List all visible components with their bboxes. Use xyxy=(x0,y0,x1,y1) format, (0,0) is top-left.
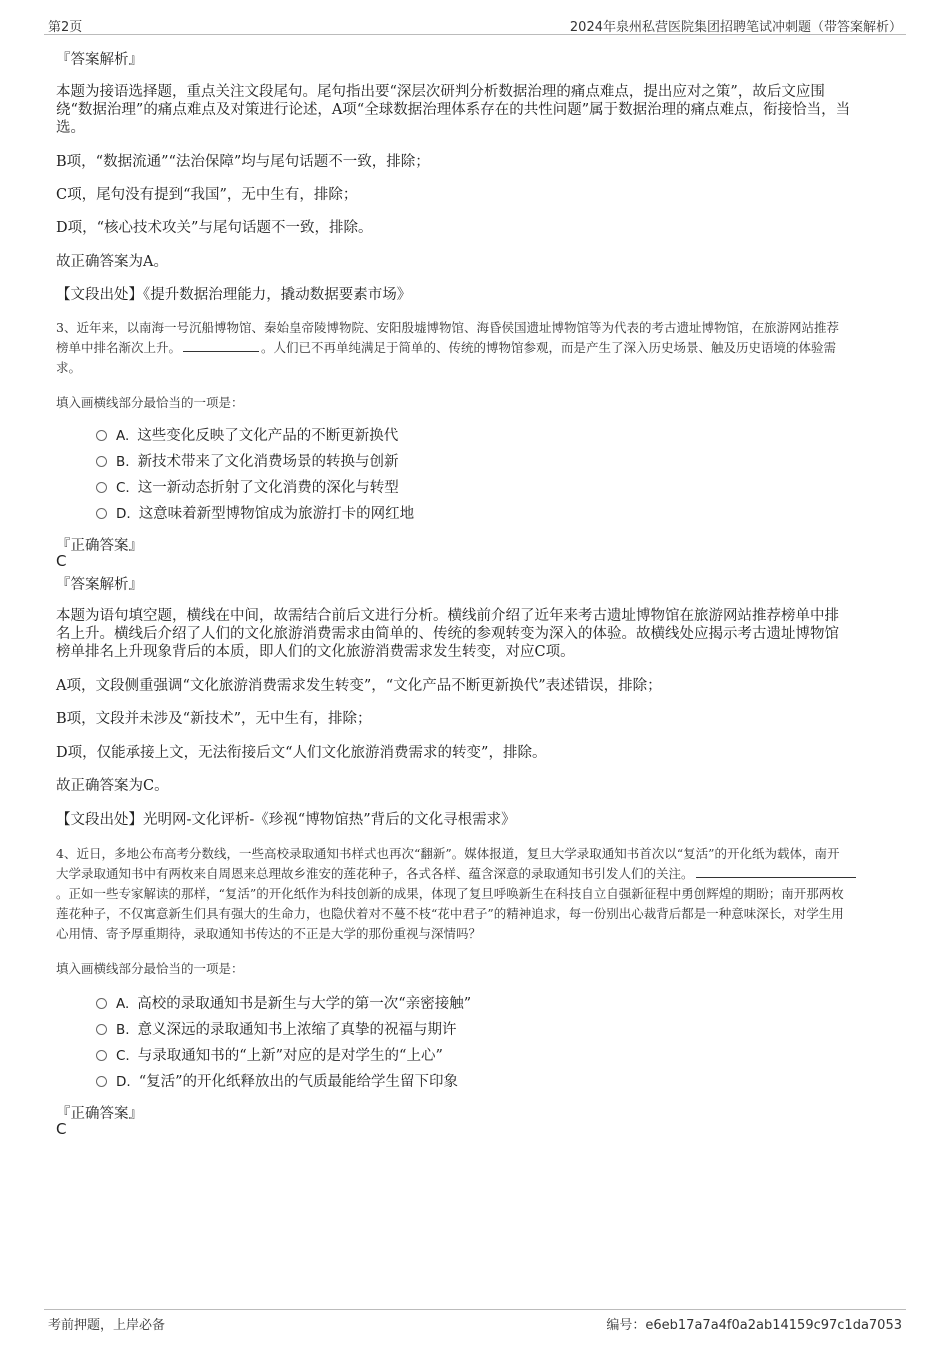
radio-icon[interactable] xyxy=(96,998,107,1009)
correct-answer-label: 『正确答案』 xyxy=(56,538,143,554)
analysis-line: 绕“数据治理”的痛点难点及对策进行论述，A项“全球数据治理体系存在的共性问题”属于数据治理的痛点难点，衔接恰当，当 xyxy=(56,102,851,118)
option-a[interactable]: A. 高校的录取通知书是新生与大学的第一次“亲密接触” xyxy=(96,995,471,1013)
radio-icon[interactable] xyxy=(96,1076,107,1087)
analysis-line: 榜单排名上升现象背后的本质，即人们的文化旅游消费需求发生转变，对应C项。 xyxy=(56,644,575,660)
option-d-note: D项，仅能承接上文，无法衔接后文“人们文化旅游消费需求的转变”，排除。 xyxy=(56,745,547,761)
option-c[interactable]: C. 这一新动态折射了文化消费的深化与转型 xyxy=(96,479,399,497)
question-4-text: 莲花种子，不仅寓意新生们具有强大的生命力，也隐伏着对不蔓不枝“花中君子”的精神追求，每一份别出心裁背后都是一种意味深长，对学生用 xyxy=(56,906,844,921)
question-3-prompt: 填入画横线部分最恰当的一项是： xyxy=(56,395,244,410)
analysis-line: 本题为接语选择题，重点关注文段尾句。尾句指出要“深层次研判分析数据治理的痛点难点，提出应对之策”，故后文应围 xyxy=(56,84,825,100)
option-b[interactable]: B. 意义深远的录取通知书上浓缩了真挚的祝福与期许 xyxy=(96,1021,457,1039)
conclusion: 故正确答案为C。 xyxy=(56,778,169,794)
option-a-note: A项，文段侧重强调“文化旅游消费需求发生转变”，“文化产品不断更新换代”表述错误，排除； xyxy=(56,678,662,694)
question-3-text: 求。 xyxy=(56,360,82,375)
correct-answer: C xyxy=(56,552,67,570)
option-c-note: C项，尾句没有提到“我国”，无中生有，排除； xyxy=(56,187,358,203)
radio-icon[interactable] xyxy=(96,482,107,493)
footer-slogan: 考前押题，上岸必备 xyxy=(48,1318,166,1333)
question-4-prompt: 填入画横线部分最恰当的一项是： xyxy=(56,961,244,976)
source-citation: 【文段出处】《提升数据治理能力，撬动数据要素市场》 xyxy=(56,287,412,303)
analysis-label: 『答案解析』 xyxy=(56,52,143,68)
option-b-note: B项，“数据流通”“法治保障”均与尾句话题不一致，排除； xyxy=(56,154,430,170)
question-4-text: 4、近日，多地公布高考分数线，一些高校录取通知书样式也再次“翻新”。媒体报道，复旦大学录取通知书首次以“复活”的开化纸为载体，南开 xyxy=(56,846,840,861)
document-title: 2024年泉州私营医院集团招聘笔试冲刺题（带答案解析） xyxy=(569,20,902,35)
page-header xyxy=(44,14,906,35)
radio-icon[interactable] xyxy=(96,430,107,441)
correct-answer: C xyxy=(56,1120,67,1138)
option-d-note: D项，“核心技术攻关”与尾句话题不一致，排除。 xyxy=(56,220,373,236)
question-4-text: 大学录取通知书中有两枚来自周恩来总理故乡淮安的莲花种子，各式各样、蕴含深意的录取通知书引发人们的关注。 xyxy=(56,864,894,883)
page-number: 第2页 xyxy=(48,20,83,35)
analysis-line: 名上升。横线后介绍了人们的文化旅游消费需求由简单的、传统的参观转变为深入的体验。故横线处应揭示考古遗址博物馆 xyxy=(56,626,839,642)
question-3-text: 榜单中排名渐次上升。 。人们已不再单纯满足于简单的、传统的博物馆参观，而是产生了深入历史场景、触及历史语境的体验需 xyxy=(56,340,837,355)
analysis-label: 『答案解析』 xyxy=(56,577,143,593)
option-b-note: B项，文段并未涉及“新技术”，无中生有，排除； xyxy=(56,711,372,727)
option-d[interactable]: D. “复活”的开化纸释放出的气质最能给学生留下印象 xyxy=(96,1073,458,1091)
question-4-text: 。正如一些专家解读的那样，“复活”的开化纸作为科技创新的成果，体现了复旦呼唤新生在科技自立自强新征程中勇创辉煌的期盼；南开那两枚 xyxy=(56,886,844,901)
option-c[interactable]: C. 与录取通知书的“上新”对应的是对学生的“上心” xyxy=(96,1047,443,1065)
radio-icon[interactable] xyxy=(96,1050,107,1061)
radio-icon[interactable] xyxy=(96,456,107,467)
source-citation: 【文段出处】光明网-文化评析-《珍视“博物馆热”背后的文化寻根需求》 xyxy=(56,812,516,828)
option-d[interactable]: D. 这意味着新型博物馆成为旅游打卡的网红地 xyxy=(96,505,414,523)
question-4-text: 心用情、寄予厚重期待，录取通知书传达的不正是大学的那份重视与深情吗？ xyxy=(56,926,482,941)
conclusion: 故正确答案为A。 xyxy=(56,254,168,270)
page-footer xyxy=(44,1309,906,1332)
radio-icon[interactable] xyxy=(96,1024,107,1035)
analysis-line: 选。 xyxy=(56,120,85,136)
question-3-text: 3、近年来，以南海一号沉船博物馆、秦始皇帝陵博物院、安阳殷墟博物馆、海昏侯国遗址博物馆等为代表的考古遗址博物馆，在旅游网站推荐 xyxy=(56,320,839,335)
radio-icon[interactable] xyxy=(96,508,107,519)
correct-answer-label: 『正确答案』 xyxy=(56,1106,143,1122)
answer-blank xyxy=(696,865,856,878)
option-b[interactable]: B. 新技术带来了文化消费场景的转换与创新 xyxy=(96,453,399,471)
option-a[interactable]: A. 这些变化反映了文化产品的不断更新换代 xyxy=(96,427,398,445)
document-code: 编号：e6eb17a7a4f0a2ab14159c97c1da7053 xyxy=(606,1318,902,1333)
analysis-line: 本题为语句填空题，横线在中间，故需结合前后文进行分析。横线前介绍了近年来考古遗址博物馆在旅游网站推荐榜单中排 xyxy=(56,608,839,624)
answer-blank xyxy=(183,339,259,352)
